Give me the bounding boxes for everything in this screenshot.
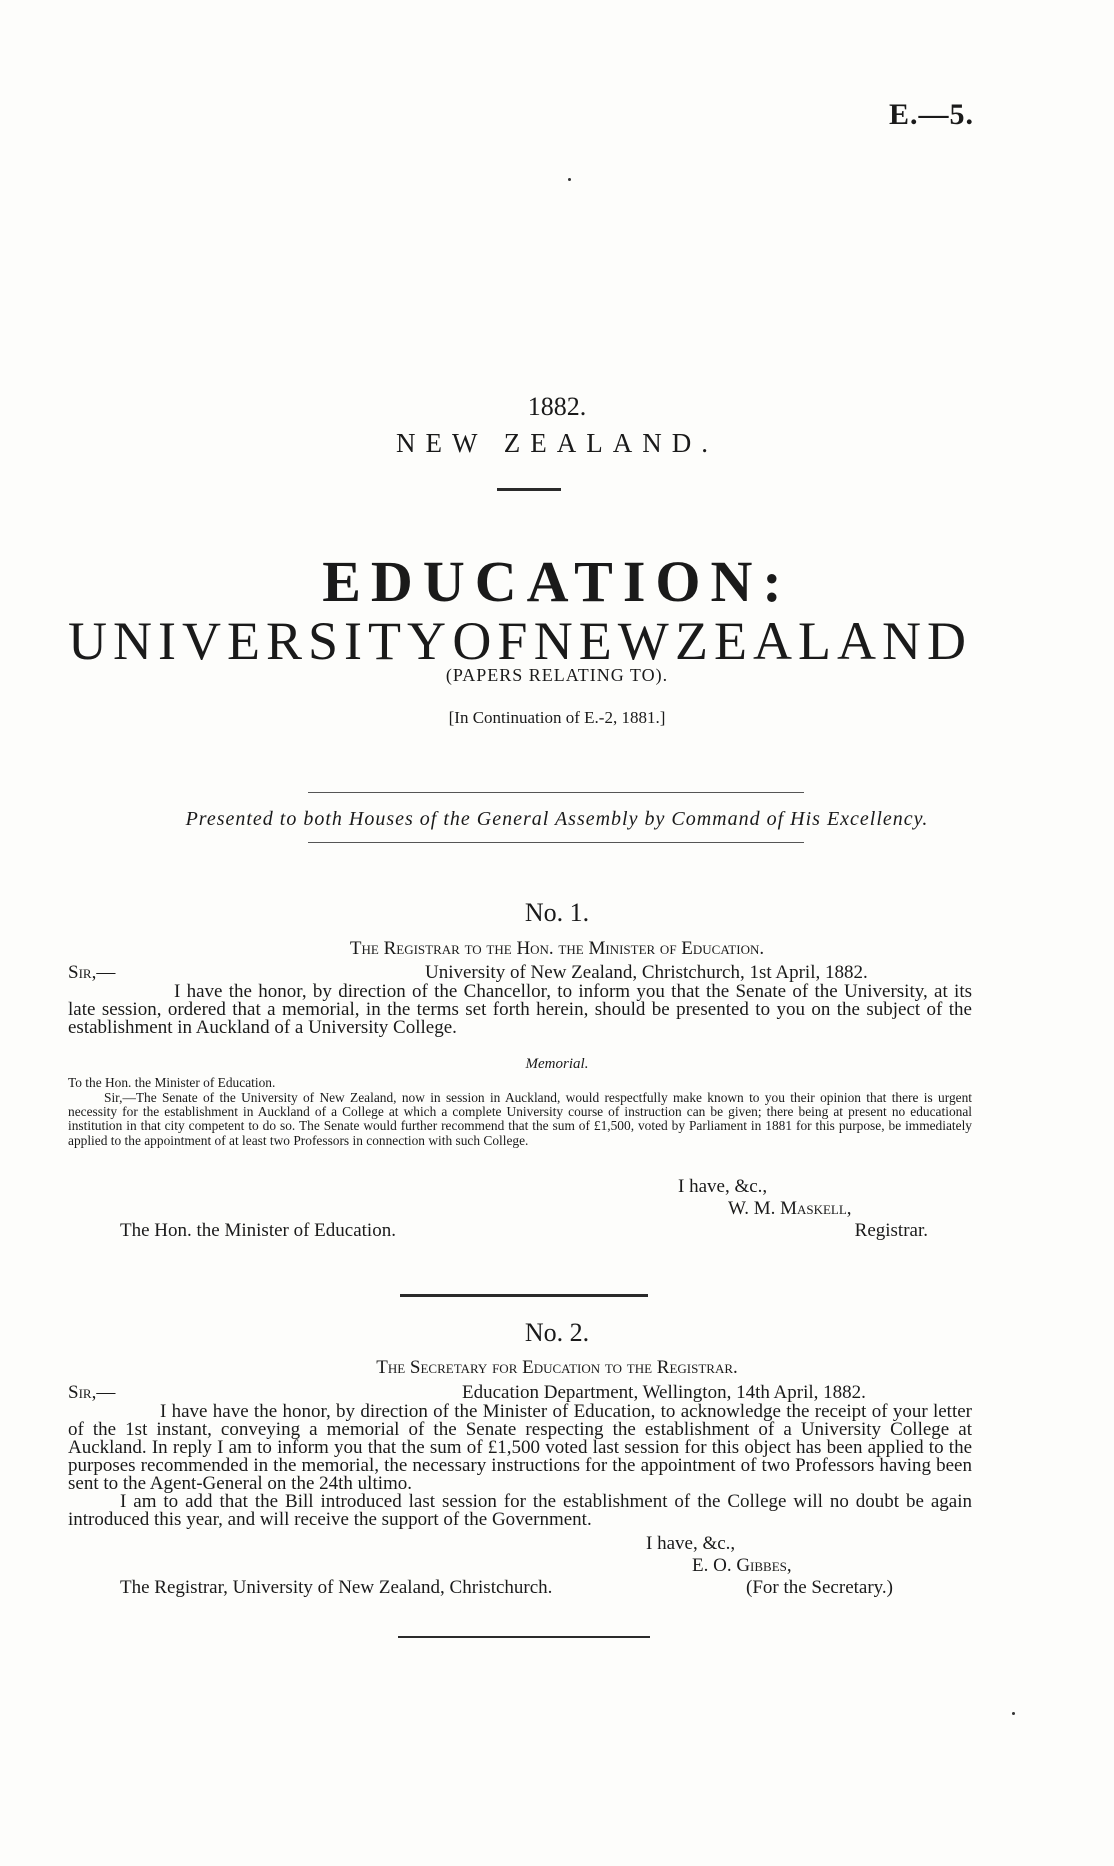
letter-number: No. 2. bbox=[524, 1318, 590, 1347]
section-rule bbox=[400, 1294, 648, 1297]
addressee: The Hon. the Minister of Education. bbox=[120, 1220, 396, 1241]
place-date: Education Department, Wellington, 14th April, 1882. bbox=[462, 1382, 866, 1403]
signer-name: W. M. Maskell, bbox=[728, 1198, 852, 1219]
memorial-label: Memorial. bbox=[525, 1056, 589, 1072]
presented-line: Presented to both Houses of the General Assembly by Command of His Excellency. bbox=[185, 808, 929, 830]
signer-name: E. O. Gibbes, bbox=[692, 1555, 792, 1576]
year: 1882. bbox=[527, 392, 587, 421]
title-word: UNIVERSITY bbox=[68, 611, 452, 671]
closing: I have, &c., bbox=[678, 1176, 768, 1197]
end-rule bbox=[398, 1636, 650, 1638]
country-heading: NEW ZEALAND. bbox=[396, 428, 718, 458]
letter-from-to: The Secretary for Education to the Registrar. bbox=[376, 1357, 738, 1378]
salutation: Sir,— bbox=[68, 962, 116, 983]
letter-body: I have the honor, by direction of the Chancellor, to inform you that the Senate of the University, at its late session, ordered that a memorial, in the terms set forth herein, should be presented to you on the subject of the establishment in Auckland of a University College. bbox=[68, 981, 972, 1038]
closing: I have, &c., bbox=[646, 1533, 736, 1554]
heading-rule bbox=[497, 488, 561, 491]
title-university bbox=[68, 610, 972, 672]
print-speck bbox=[1012, 1712, 1015, 1715]
continuation-note: [In Continuation of E.-2, 1881.] bbox=[448, 708, 666, 727]
title-word: OF bbox=[452, 611, 534, 671]
memorial-address: To the Hon. the Minister of Education. bbox=[68, 1075, 276, 1090]
memorial-body: Sir,—The Senate of the University of New Zealand, now in session in Auckland, would respectfully make known to you their opinion that there is urgent necessity for the establishment in Auckland of a College at which a complete University course of instruction can be given; there being at present no educational institution in that city competent to do so. The Senate would further recommend that the sum of £1,500, voted by Parliament in 1881 for this purpose, be immediately applied to the appointment of at least two Professors in connection with such College. bbox=[68, 1090, 972, 1148]
signer-title: (For the Secretary.) bbox=[746, 1577, 894, 1598]
signer-title: Registrar. bbox=[854, 1220, 928, 1241]
title-education: EDUCATION: bbox=[322, 549, 792, 614]
letter-number: No. 1. bbox=[524, 898, 590, 927]
letter-from-to: The Registrar to the Hon. the Minister of Education. bbox=[349, 938, 765, 959]
letter-body: I am to add that the Bill introduced last session for the establishment of the College will no doubt be again introduced this year, and will receive the support of the Government. bbox=[68, 1491, 972, 1530]
addressee: The Registrar, University of New Zealand, Christchurch. bbox=[120, 1577, 553, 1598]
print-speck bbox=[568, 178, 571, 181]
title-word: ZEALAND bbox=[675, 611, 972, 671]
letter-body: I have have the honor, by direction of the Minister of Education, to acknowledge the receipt of your letter of the 1st instant, conveying a memorial of the Senate respecting the establishment of a University College at Auckland. In reply I am to inform you that the sum of £1,500 voted last session for this object has been applied to the purposes recommended in the memorial, the necessary instructions for the appointment of two Professors having been sent to the Agent-General on the 24th ultimo. bbox=[68, 1401, 972, 1494]
salutation: Sir,— bbox=[68, 1382, 116, 1403]
subtitle: (PAPERS RELATING TO). bbox=[445, 665, 669, 685]
document-code: E.—5. bbox=[888, 98, 974, 131]
presented-rule-top bbox=[308, 792, 804, 793]
place-date: University of New Zealand, Christchurch, 1st April, 1882. bbox=[425, 962, 868, 983]
presented-rule-bottom bbox=[308, 842, 804, 843]
title-word: NEW bbox=[533, 611, 675, 671]
